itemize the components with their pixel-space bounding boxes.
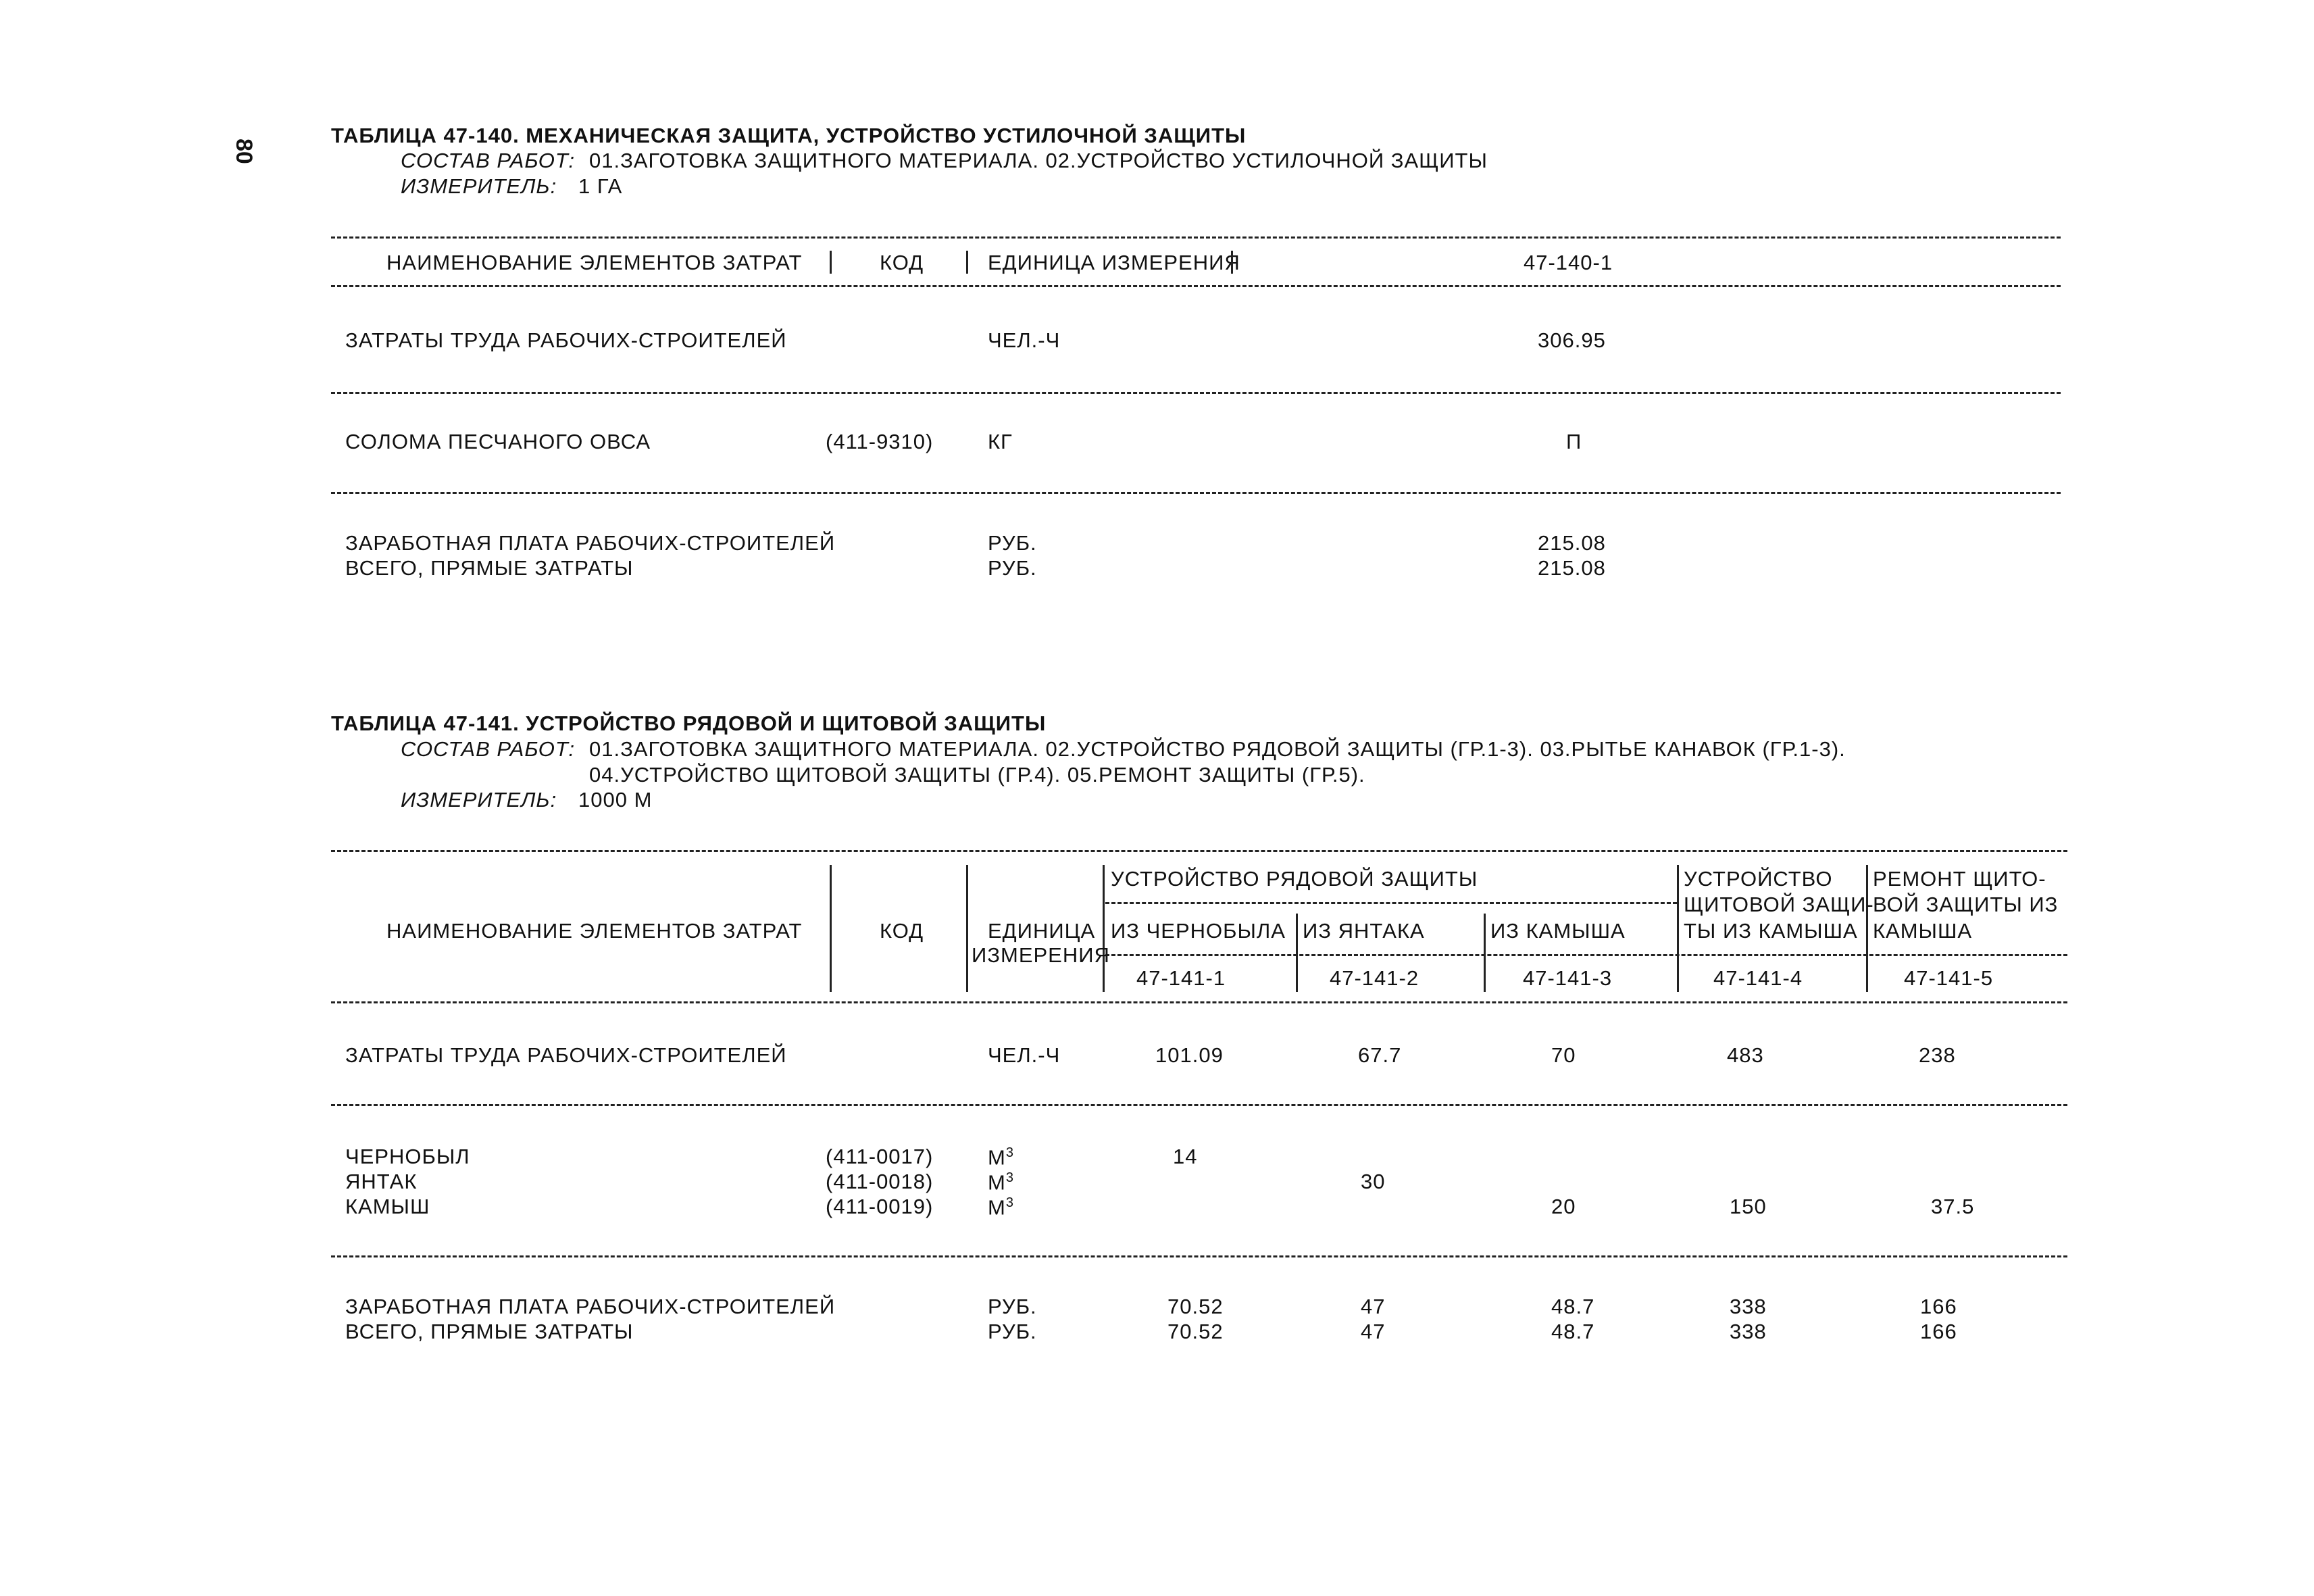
table2-row-name: ЧЕРНОБЫЛ: [345, 1145, 470, 1168]
table2-row-value: 20: [1551, 1195, 1576, 1218]
table2-row-unit: РУБ.: [988, 1295, 1037, 1318]
table2-row-value: 70.52: [1167, 1320, 1224, 1343]
unit-text: М: [988, 1170, 1006, 1195]
table2-row-value: 47: [1361, 1320, 1386, 1343]
page-number: 80: [231, 139, 257, 164]
table2-row-name: ЗАТРАТЫ ТРУДА РАБОЧИХ-СТРОИТЕЛЕЙ: [345, 1043, 787, 1067]
table1-meter: 1 ГА: [578, 174, 623, 198]
unit-text: М: [988, 1195, 1006, 1220]
table1-row-unit: КГ: [988, 430, 1013, 453]
table2-header-sub1: ИЗ ЧЕРНОБЫЛА: [1111, 919, 1286, 943]
unit-superscript: 3: [1005, 1195, 1014, 1210]
table2-row-value: 70.52: [1167, 1295, 1224, 1318]
table1-sep: [1231, 251, 1233, 274]
table1-row-value: 215.08: [1538, 531, 1606, 555]
table2-sep: [966, 865, 968, 992]
table2-sep: [1296, 914, 1298, 992]
table2-row-value: 166: [1920, 1320, 1957, 1343]
unit-superscript: 3: [1005, 1145, 1014, 1160]
table2-meter-label: ИЗМЕРИТЕЛЬ:: [401, 788, 557, 812]
table2-header-col4-line2: ЩИТОВОЙ ЗАЩИ-: [1684, 893, 1874, 916]
table1-rule: [331, 392, 2061, 394]
table1-row-name: ЗАРАБОТНАЯ ПЛАТА РАБОЧИХ-СТРОИТЕЛЕЙ: [345, 531, 836, 555]
table2-col-code: 47-141-5: [1904, 966, 1994, 990]
table2-col-code: 47-141-4: [1713, 966, 1803, 990]
table2-header-col4-line3: ТЫ ИЗ КАМЫША: [1684, 919, 1858, 943]
table2-composition-line1: 01.ЗАГОТОВКА ЗАЩИТНОГО МАТЕРИАЛА. 02.УСТРОЙСТВО РЯДОВОЙ ЗАЩИТЫ (ГР.1-3). 03.РЫТЬЕ КАНАВОК (ГР.1-3).: [589, 737, 1846, 761]
table2-header-unit-line2: ИЗМЕРЕНИЯ: [972, 943, 1110, 967]
table1-rule: [331, 492, 2061, 494]
table2-header-group: УСТРОЙСТВО РЯДОВОЙ ЗАЩИТЫ: [1111, 867, 1478, 891]
table1-sep: [830, 251, 832, 274]
table2-sep: [830, 865, 832, 992]
table2-row-code: (411-0019): [826, 1195, 934, 1218]
table2-rule: [331, 1255, 2067, 1257]
table1-sep: [966, 251, 968, 274]
table2-row-unit: [988, 1171, 1014, 1193]
table1-header-unit: ЕДИНИЦА ИЗМЕРЕНИЯ: [988, 251, 1240, 274]
table1-header-col1: 47-140-1: [1524, 251, 1613, 274]
table1-title: ТАБЛИЦА 47-140. МЕХАНИЧЕСКАЯ ЗАЩИТА, УСТРОЙСТВО УСТИЛОЧНОЙ ЗАЩИТЫ: [331, 124, 1247, 147]
table1-row-unit: ЧЕЛ.-Ч: [988, 328, 1061, 352]
table1-row-unit: РУБ.: [988, 531, 1037, 555]
table2-row-value: 338: [1730, 1295, 1767, 1318]
table2-row-code: (411-0018): [826, 1170, 934, 1193]
table2-title: ТАБЛИЦА 47-141. УСТРОЙСТВО РЯДОВОЙ И ЩИТОВОЙ ЗАЩИТЫ: [331, 712, 1047, 735]
table2-row-value: 150: [1730, 1195, 1767, 1218]
table1-meter-label: ИЗМЕРИТЕЛЬ:: [401, 174, 557, 198]
table2-composition-label: СОСТАВ РАБОТ:: [401, 737, 576, 761]
table2-row-code: (411-0017): [826, 1145, 934, 1168]
table2-row-name: КАМЫШ: [345, 1195, 430, 1218]
table2-composition-line2: 04.УСТРОЙСТВО ЩИТОВОЙ ЗАЩИТЫ (ГР.4). 05.РЕМОНТ ЗАЩИТЫ (ГР.5).: [589, 763, 1365, 787]
table2-row-unit: [988, 1146, 1014, 1168]
table2-row-value: 238: [1919, 1043, 1956, 1067]
table2-header-name: НАИМЕНОВАНИЕ ЭЛЕМЕНТОВ ЗАТРАТ: [386, 919, 803, 943]
table1-row-name: ЗАТРАТЫ ТРУДА РАБОЧИХ-СТРОИТЕЛЕЙ: [345, 328, 787, 352]
table1-row-value: 215.08: [1538, 556, 1606, 580]
unit-superscript: 3: [1005, 1170, 1014, 1185]
table2-row-value: 48.7: [1551, 1320, 1595, 1343]
table2-col-code: 47-141-2: [1330, 966, 1419, 990]
table2-row-value: 101.09: [1155, 1043, 1224, 1067]
table2-row-value: 47: [1361, 1295, 1386, 1318]
table2-row-value: 48.7: [1551, 1295, 1595, 1318]
table2-meter: 1000 М: [578, 788, 653, 812]
table2-header-col5-line3: КАМЫША: [1873, 919, 1973, 943]
table2-row-name: ВСЕГО, ПРЯМЫЕ ЗАТРАТЫ: [345, 1320, 634, 1343]
table1-row-value: 306.95: [1538, 328, 1606, 352]
table2-sep: [1866, 865, 1868, 992]
table2-header-col4-line1: УСТРОЙСТВО: [1684, 867, 1833, 891]
table2-row-unit: [988, 1196, 1014, 1218]
table2-sep: [1677, 865, 1679, 992]
table1-row-name: ВСЕГО, ПРЯМЫЕ ЗАТРАТЫ: [345, 556, 634, 580]
table2-row-name: ЯНТАК: [345, 1170, 418, 1193]
table1-row-code: (411-9310): [826, 430, 934, 453]
table2-row-value: 67.7: [1358, 1043, 1402, 1067]
table1-rule-header: [331, 285, 2061, 287]
table2-header-code: КОД: [880, 919, 924, 943]
table1-header-name: НАИМЕНОВАНИЕ ЭЛЕМЕНТОВ ЗАТРАТ: [386, 251, 803, 274]
table2-sep: [1484, 914, 1486, 992]
table2-header-unit-line1: ЕДИНИЦА: [988, 919, 1096, 943]
table2-header-sub2: ИЗ ЯНТАКА: [1303, 919, 1425, 943]
table1-row-unit: РУБ.: [988, 556, 1037, 580]
table2-header-col5-line2: ВОЙ ЗАЩИТЫ ИЗ: [1873, 893, 2059, 916]
table1-row-value: П: [1566, 430, 1582, 453]
table2-row-unit: РУБ.: [988, 1320, 1037, 1343]
unit-text: М: [988, 1145, 1006, 1170]
table2-row-name: ЗАРАБОТНАЯ ПЛАТА РАБОЧИХ-СТРОИТЕЛЕЙ: [345, 1295, 836, 1318]
table2-col-code: 47-141-1: [1136, 966, 1226, 990]
table1-header-code: КОД: [880, 251, 924, 274]
table2-header-col5-line1: РЕМОНТ ЩИТО-: [1873, 867, 2046, 891]
table2-header-sub3: ИЗ КАМЫША: [1490, 919, 1626, 943]
table2-row-unit: ЧЕЛ.-Ч: [988, 1043, 1061, 1067]
table2-rule-inner: [1105, 954, 2067, 956]
table1-composition: 01.ЗАГОТОВКА ЗАЩИТНОГО МАТЕРИАЛА. 02.УСТРОЙСТВО УСТИЛОЧНОЙ ЗАЩИТЫ: [589, 149, 1488, 172]
table2-row-value: 37.5: [1931, 1195, 1975, 1218]
table2-row-value: 30: [1361, 1170, 1386, 1193]
table2-row-value: 483: [1727, 1043, 1764, 1067]
table2-row-value: 14: [1173, 1145, 1198, 1168]
table2-rule-inner: [1105, 902, 1677, 904]
table2-row-value: 166: [1920, 1295, 1957, 1318]
table1-row-name: СОЛОМА ПЕСЧАНОГО ОВСА: [345, 430, 651, 453]
table2-col-code: 47-141-3: [1523, 966, 1613, 990]
table2-rule-header: [331, 1001, 2067, 1003]
table2-sep: [1103, 865, 1105, 992]
table1-rule-top: [331, 236, 2061, 239]
table2-rule: [331, 1104, 2067, 1106]
table2-row-value: 70: [1551, 1043, 1576, 1067]
table2-row-value: 338: [1730, 1320, 1767, 1343]
table2-rule-top: [331, 850, 2067, 852]
table1-composition-label: СОСТАВ РАБОТ:: [401, 149, 576, 172]
